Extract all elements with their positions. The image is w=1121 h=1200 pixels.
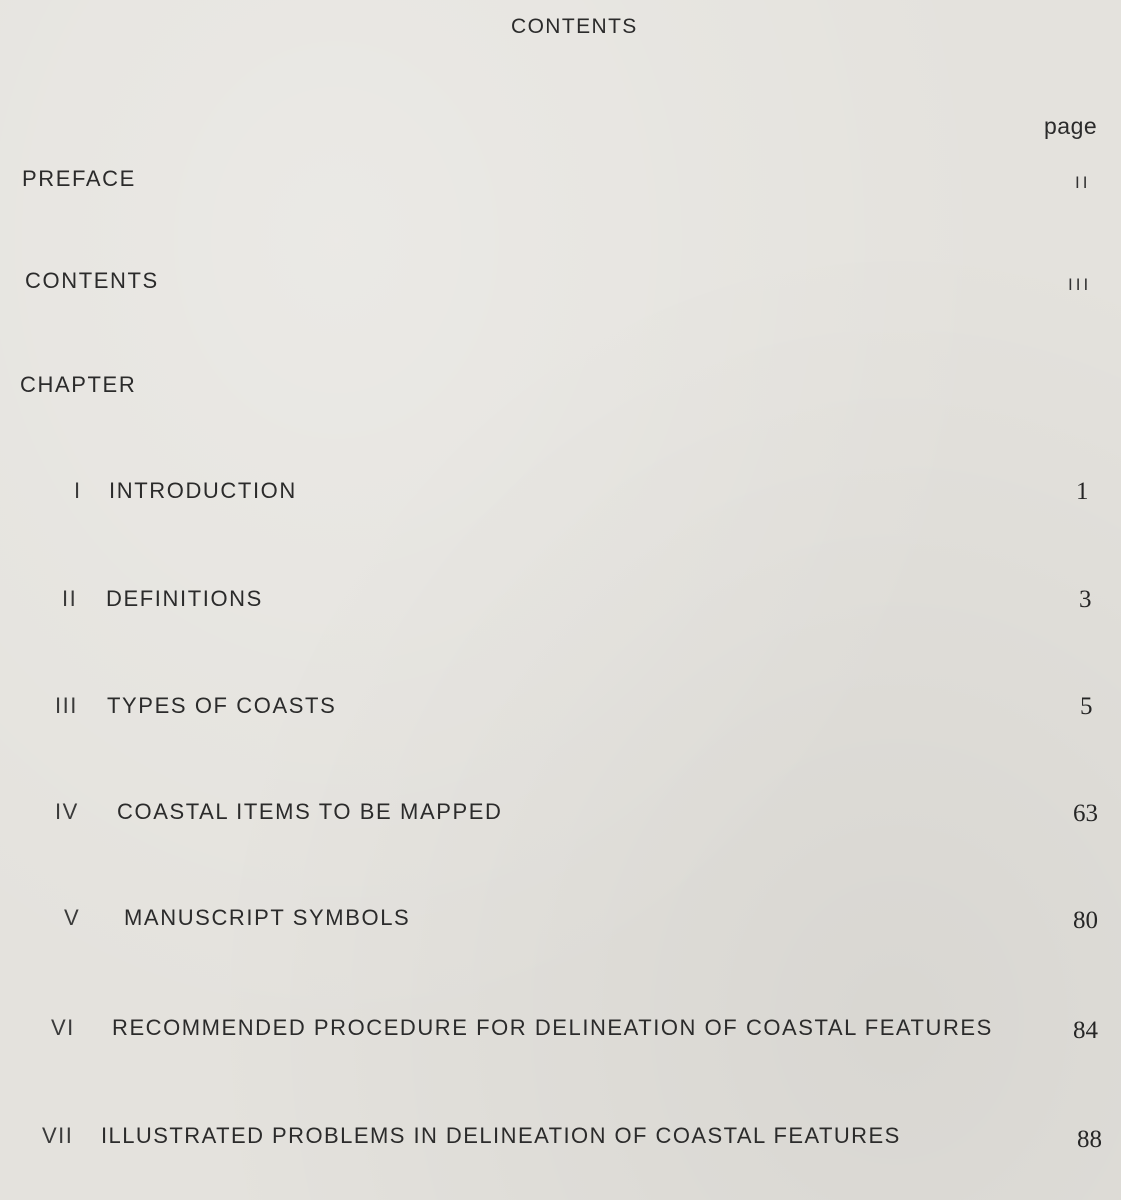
- chapter-title: COASTAL ITEMS TO BE MAPPED: [117, 799, 503, 824]
- chapter-number: VII: [42, 1123, 74, 1148]
- chapter-title: DEFINITIONS: [106, 586, 263, 611]
- chapter-title: MANUSCRIPT SYMBOLS: [124, 905, 411, 930]
- page-column-header: page: [1044, 113, 1098, 139]
- chapter-title: INTRODUCTION: [109, 478, 297, 503]
- chapter-number: III: [55, 693, 78, 718]
- toc-entry-contents-label: CONTENTS: [25, 268, 159, 293]
- toc-entry-preface-page: II: [1075, 173, 1091, 192]
- chapter-number: IV: [55, 799, 79, 824]
- chapter-number: I: [74, 478, 82, 503]
- chapter-header: CHAPTER: [20, 372, 137, 397]
- chapter-title: RECOMMENDED PROCEDURE FOR DELINEATION OF COASTAL FEATURES: [112, 1015, 993, 1040]
- chapter-page: 84: [1073, 1017, 1098, 1044]
- chapter-page: 3: [1079, 586, 1092, 613]
- chapter-page: 63: [1073, 800, 1098, 827]
- chapter-number: II: [62, 586, 78, 611]
- chapter-page: 5: [1080, 693, 1093, 720]
- page-title: CONTENTS: [511, 15, 638, 38]
- chapter-title: TYPES OF COASTS: [107, 693, 337, 718]
- chapter-number: VI: [51, 1015, 75, 1040]
- chapter-page: 80: [1073, 907, 1098, 934]
- chapter-number: V: [64, 905, 81, 930]
- toc-entry-contents-page: III: [1068, 275, 1092, 294]
- toc-entry-preface-label: PREFACE: [22, 166, 136, 191]
- chapter-title: ILLUSTRATED PROBLEMS IN DELINEATION OF COASTAL FEATURES: [101, 1123, 901, 1148]
- chapter-page: 88: [1077, 1126, 1102, 1153]
- chapter-page: 1: [1076, 478, 1089, 505]
